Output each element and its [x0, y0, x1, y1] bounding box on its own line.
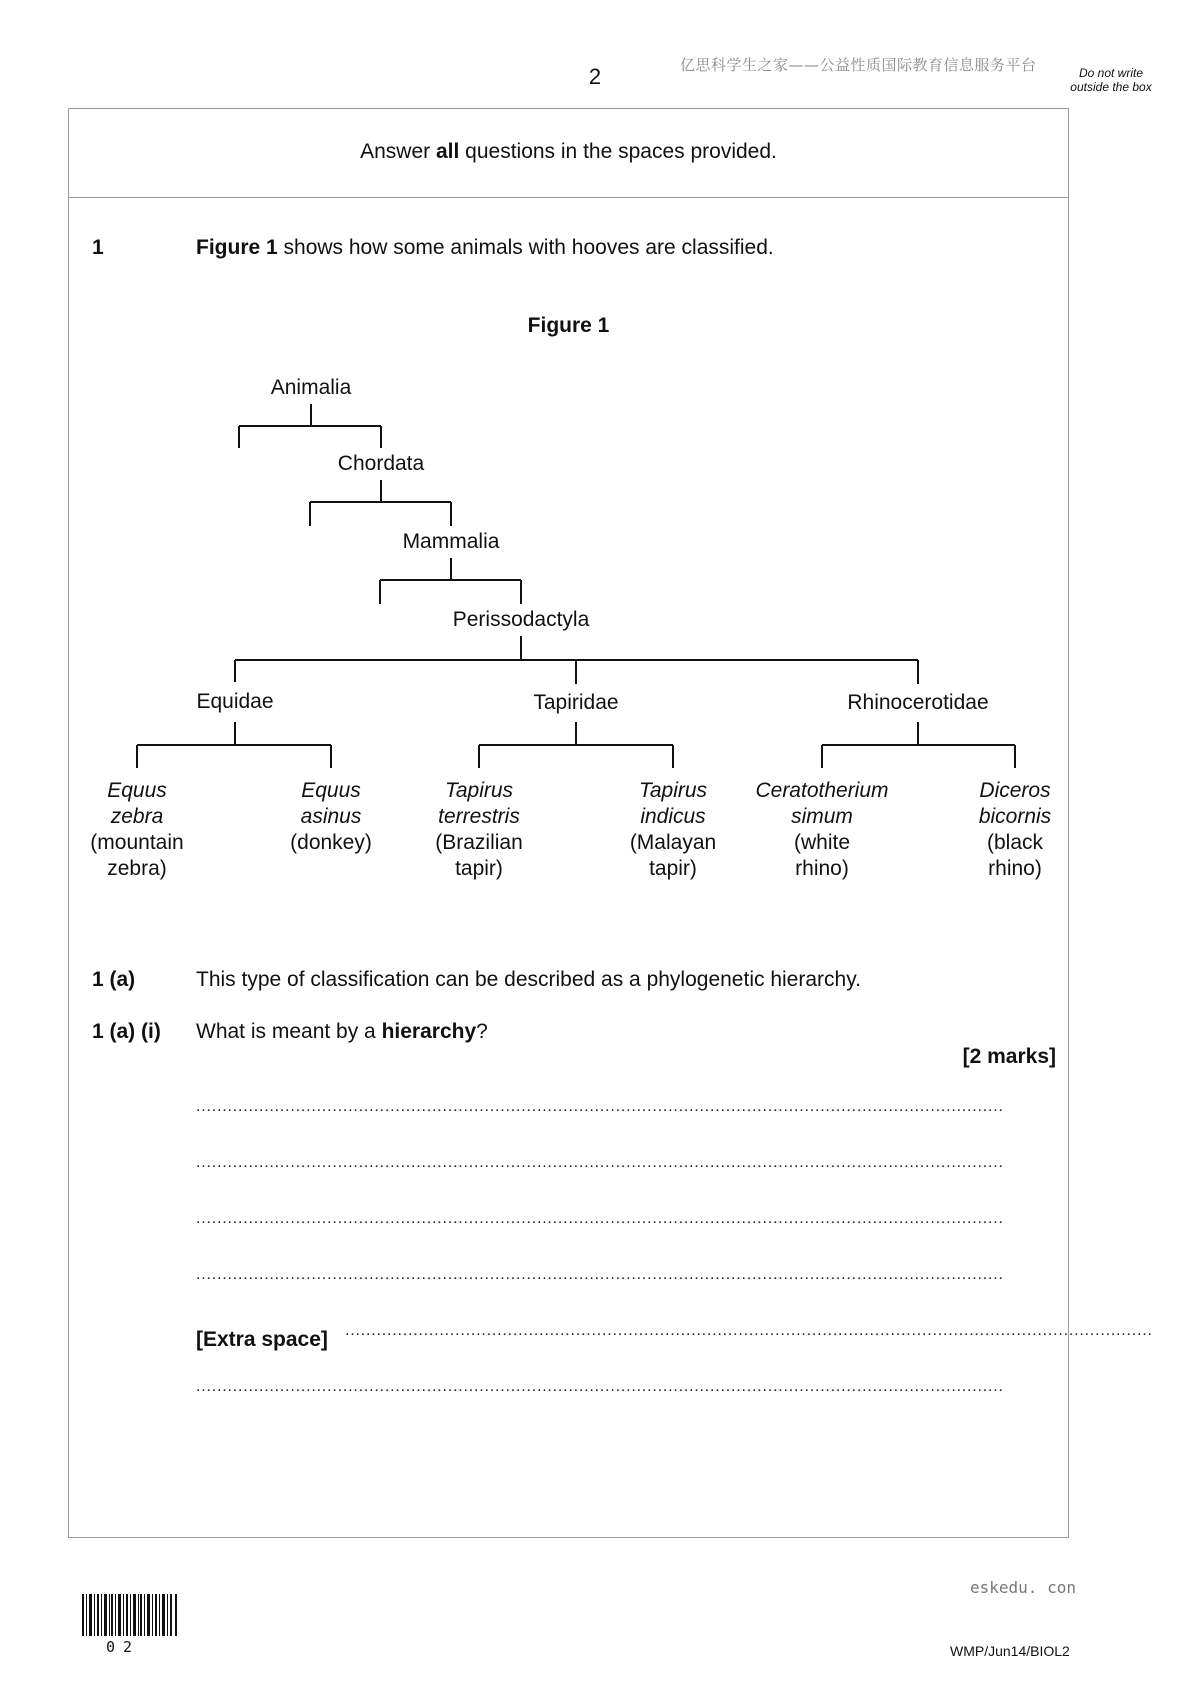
species-scientific-epithet: bicornis: [978, 805, 1052, 828]
species-white-rhino: [742, 778, 902, 882]
figure-title: Figure 1: [527, 314, 610, 337]
species-scientific-epithet: terrestris: [438, 805, 520, 828]
footer-site-text: eskedu. con: [970, 1578, 1076, 1597]
node-perissodactyla: Perissodactyla: [452, 608, 590, 631]
species-common-name: (Malayan: [629, 831, 717, 854]
species-donkey: [266, 778, 396, 856]
answer-line[interactable]: ..........................................................................................................................................................: [345, 1322, 1153, 1339]
marks-label: [2 marks]: [962, 1045, 1056, 1068]
species-common-name: zebra): [107, 857, 167, 880]
answer-line[interactable]: ..........................................................................................................................................................: [196, 1210, 1004, 1227]
species-common-name: (white: [793, 831, 851, 854]
margin-note: Do not write outside the box: [1070, 66, 1152, 94]
subquestion-number: 1 (a) (i): [92, 1020, 161, 1043]
question-number: 1: [92, 236, 104, 259]
barcode-number: 02: [106, 1638, 141, 1656]
subquestion-keyword: hierarchy: [381, 1020, 477, 1043]
species-scientific-genus: Tapirus: [638, 779, 708, 802]
species-common-name: (donkey): [290, 831, 372, 854]
species-scientific-genus: Diceros: [979, 779, 1051, 802]
species-common-name: (Brazilian: [435, 831, 523, 854]
answer-line[interactable]: ..........................................................................................................................................................: [196, 1266, 1004, 1283]
species-scientific-genus: Tapirus: [444, 779, 514, 802]
node-tapiridae: Tapiridae: [533, 691, 619, 714]
watermark-text: 亿思科学生之家——公益性质国际教育信息服务平台: [680, 56, 1037, 74]
barcode-icon: [82, 1594, 178, 1636]
species-common-name: tapir): [455, 857, 503, 880]
subquestion-text-suffix: ?: [476, 1020, 488, 1043]
question-text-body: shows how some animals with hooves are classified.: [277, 236, 774, 259]
species-scientific-epithet: simum: [791, 805, 853, 828]
node-rhinocerotidae: Rhinocerotidae: [847, 691, 989, 714]
species-black-rhino: [950, 778, 1080, 882]
species-scientific-epithet: indicus: [640, 805, 706, 828]
node-chordata: Chordata: [337, 452, 425, 475]
node-animalia: Animalia: [270, 376, 352, 399]
subquestion-text: [196, 1020, 488, 1044]
subquestion-number: 1 (a): [92, 968, 136, 991]
answer-line[interactable]: ..........................................................................................................................................................: [196, 1378, 1004, 1395]
instruction-suffix: questions in the spaces provided.: [459, 140, 777, 163]
species-common-name: tapir): [649, 857, 697, 880]
answer-line[interactable]: ..........................................................................................................................................................: [196, 1098, 1004, 1115]
species-scientific-genus: Equus: [301, 779, 361, 802]
species-brazilian-tapir: [414, 778, 544, 882]
species-scientific-genus: Ceratotherium: [755, 779, 889, 802]
species-scientific-epithet: zebra: [110, 805, 164, 828]
subquestion-text-prefix: What is meant by a: [196, 1020, 382, 1043]
instruction-bold: all: [435, 140, 460, 163]
extra-space-label: [Extra space]: [196, 1328, 328, 1351]
species-common-name: (black: [986, 831, 1044, 854]
species-common-name: rhino): [988, 857, 1042, 880]
subquestion-text: This type of classification can be described as a phylogenetic hierarchy.: [196, 968, 861, 991]
node-equidae: Equidae: [196, 690, 274, 713]
instruction-prefix: Answer: [360, 140, 436, 163]
species-scientific-epithet: asinus: [300, 805, 362, 828]
species-scientific-genus: Equus: [107, 779, 167, 802]
species-malayan-tapir: [608, 778, 738, 882]
answer-line[interactable]: ..........................................................................................................................................................: [196, 1154, 1004, 1171]
species-mountain-zebra: [72, 778, 202, 882]
figure-reference: Figure 1: [196, 236, 278, 259]
species-common-name: (mountain: [90, 831, 184, 854]
species-common-name: rhino): [795, 857, 849, 880]
page-number: 2: [588, 64, 602, 89]
node-mammalia: Mammalia: [402, 530, 500, 553]
paper-code: WMP/Jun14/BIOL2: [950, 1643, 1070, 1659]
